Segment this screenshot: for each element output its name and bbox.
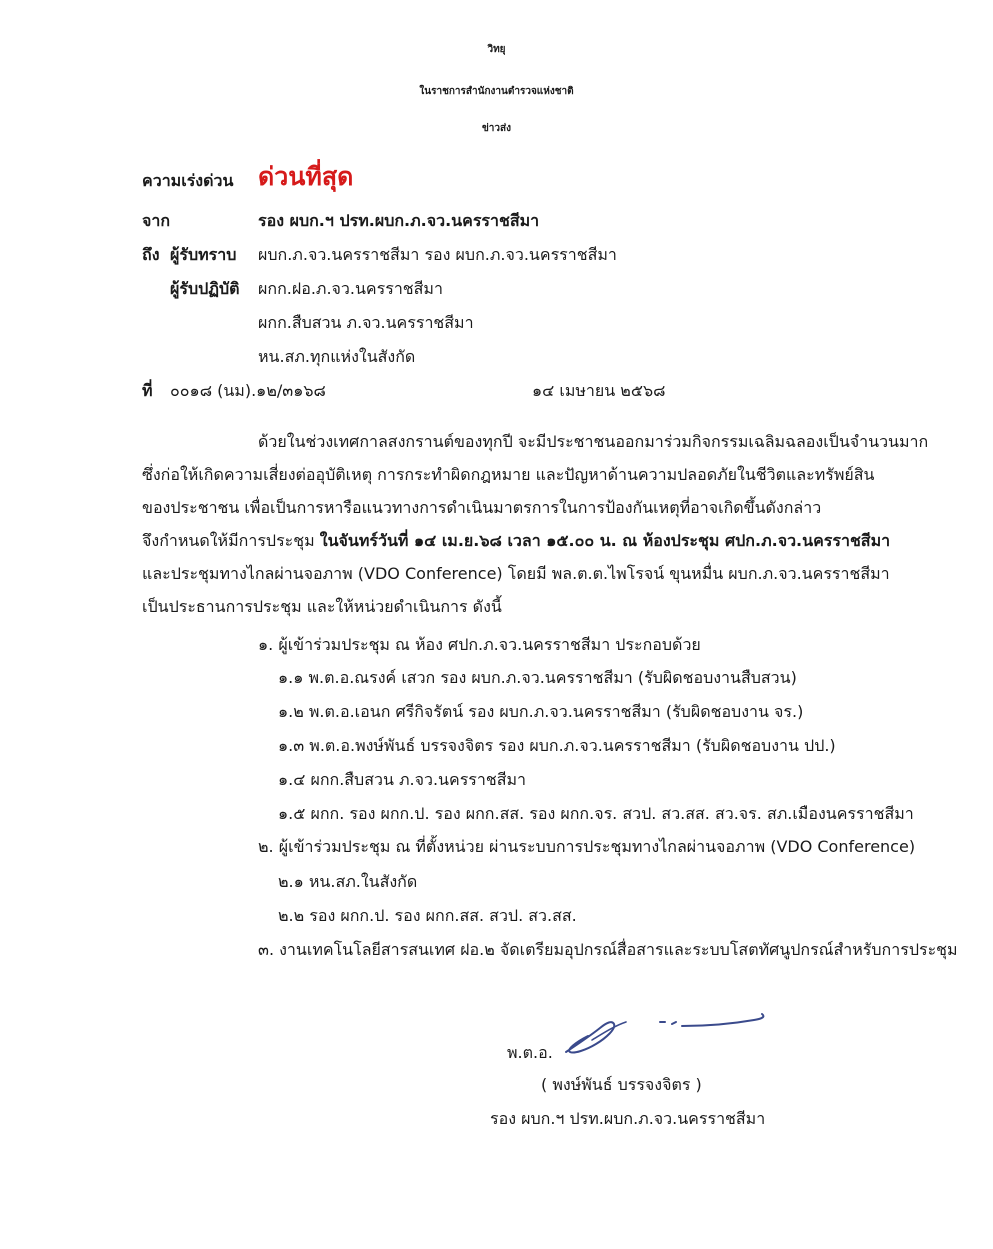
- body-line-5: และประชุมทางไกลผ่านจอภาพ (VDO Conference) โดยมี พล.ต.ต.ไพโรจน์ ขุนหมื่น ผบก.ภ.จว.นครราชสีมา: [142, 564, 890, 583]
- item-1-4: ๑.๔ ผกก.สืบสวน ภ.จว.นครราชสีมา: [278, 770, 527, 789]
- body-line-3: ของประชาชน เพื่อเป็นการหารือแนวทางการดำเนินมาตรการในการป้องกันเหตุที่อาจเกิดขึ้นดังกล่าว: [142, 498, 822, 517]
- header-type: ข่าวส่ง: [481, 123, 512, 134]
- item-1-2: ๑.๒ พ.ต.อ.เอนก ศรีกิจรัตน์ รอง ผบก.ภ.จว.นครราชสีมา (รับผิดชอบงาน จร.): [278, 702, 804, 721]
- ref-label: ที่: [142, 381, 153, 400]
- item-2-2: ๒.๒ รอง ผกก.ป. รอง ผกก.สส. สวป. สว.สส.: [278, 906, 577, 925]
- from-value: รอง ผบก.ฯ ปรท.ผบก.ภ.จว.นครราชสีมา: [258, 211, 540, 230]
- body-line-1: ด้วยในช่วงเทศกาลสงกรานต์ของทุกปี จะมีประชาชนออกมาร่วมกิจกรรมเฉลิมฉลองเป็นจำนวนมาก: [258, 432, 929, 451]
- action-label: ผู้รับปฏิบัติ: [170, 279, 240, 298]
- signature-mark: [556, 1004, 771, 1064]
- item-2: ๒. ผู้เข้าร่วมประชุม ณ ที่ตั้งหน่วย ผ่านระบบการประชุมทางไกลผ่านจอภาพ (VDO Conference): [258, 837, 916, 856]
- signer-position: รอง ผบก.ฯ ปรท.ผบก.ภ.จว.นครราชสีมา: [490, 1109, 766, 1128]
- action-value-1: ผกก.ฝอ.ภ.จว.นครราชสีมา: [258, 279, 443, 298]
- header-subtitle: ในราชการสำนักงานตำรวจแห่งชาติ: [419, 86, 574, 97]
- from-label: จาก: [142, 211, 171, 230]
- signature-rank: พ.ต.อ.: [507, 1043, 553, 1062]
- body-line-2: ซึ่งก่อให้เกิดความเสี่ยงต่ออุบัติเหตุ การกระทำผิดกฎหมาย และปัญหาด้านความปลอดภัยในชีวิตและทรัพย์สิน: [142, 465, 875, 484]
- item-1-1: ๑.๑ พ.ต.อ.ณรงค์ เสวก รอง ผบก.ภ.จว.นครราชสีมา (รับผิดชอบงานสืบสวน): [278, 668, 797, 687]
- body-line-4: [142, 531, 890, 551]
- urgency-value: ด่วนที่สุด: [258, 162, 354, 191]
- action-value-2: ผกก.สืบสวน ภ.จว.นครราชสีมา: [258, 313, 474, 332]
- ack-value: ผบก.ภ.จว.นครราชสีมา รอง ผบก.ภ.จว.นครราชสีมา: [258, 245, 617, 264]
- ref-number: ๐๐๑๘ (นม).๑๒/๓๑๖๘: [170, 381, 326, 400]
- item-1: ๑. ผู้เข้าร่วมประชุม ณ ห้อง ศปก.ภ.จว.นครราชสีมา ประกอบด้วย: [258, 635, 701, 654]
- body-line-4-prefix: จึงกำหนดให้มีการประชุม: [142, 531, 320, 550]
- item-3: ๓. งานเทคโนโลยีสารสนเทศ ฝอ.๒ จัดเตรียมอุปกรณ์สื่อสารและระบบโสตทัศนูปกรณ์สำหรับการประชุม: [258, 940, 958, 959]
- action-value-3: หน.สภ.ทุกแห่งในสังกัด: [258, 347, 416, 366]
- header-title: วิทยุ: [487, 44, 506, 55]
- to-label: ถึง: [142, 245, 160, 264]
- body-line-6: เป็นประธานการประชุม และให้หน่วยดำเนินการ ดังนี้: [142, 597, 502, 616]
- signer-name: ( พงษ์พันธ์ บรรจงจิตร ): [541, 1075, 702, 1094]
- meeting-schedule: ในจันทร์วันที่ ๑๔ เม.ย.๖๘ เวลา ๑๕.๐๐ น. ณ ห้องประชุม ศปก.ภ.จว.นครราชสีมา: [319, 531, 891, 550]
- item-1-5: ๑.๕ ผกก. รอง ผกก.ป. รอง ผกก.สส. รอง ผกก.จร. สวป. สว.สส. สว.จร. สภ.เมืองนครราชสีมา: [278, 804, 914, 823]
- urgency-label: ความเร่งด่วน: [142, 171, 234, 190]
- ack-label: ผู้รับทราบ: [170, 245, 237, 264]
- item-2-1: ๒.๑ หน.สภ.ในสังกัด: [278, 872, 418, 891]
- memo-date: ๑๔ เมษายน ๒๕๖๘: [532, 381, 666, 400]
- item-1-3: ๑.๓ พ.ต.อ.พงษ์พันธ์ บรรจงจิตร รอง ผบก.ภ.จว.นครราชสีมา (รับผิดชอบงาน ปป.): [278, 736, 836, 755]
